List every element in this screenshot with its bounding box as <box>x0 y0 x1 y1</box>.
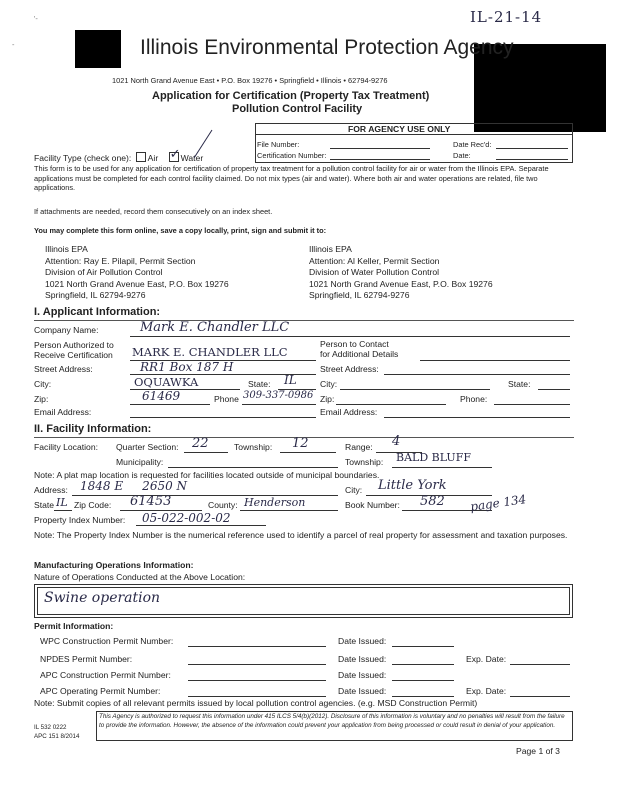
redacted-logo <box>75 30 121 68</box>
apc-oper-exp-label: Exp. Date: <box>466 686 507 696</box>
corner-mark: - <box>12 40 15 49</box>
range-label: Range: <box>345 442 373 452</box>
person-auth-label: Person Authorized to Receive Certification <box>34 340 114 360</box>
air-checkbox[interactable] <box>136 152 146 162</box>
date-field[interactable] <box>496 159 568 160</box>
apc-const-label: APC Construction Permit Number: <box>40 670 171 680</box>
form-codes: IL 532 0222 APC 151 8/2014 <box>34 724 80 740</box>
manufacturing-heading: Manufacturing Operations Information: <box>34 560 194 570</box>
water-checkbox[interactable] <box>169 146 181 162</box>
contact-field[interactable] <box>420 360 570 361</box>
fac-zip-label: Zip Code: <box>74 500 112 510</box>
npdes-issued-field[interactable] <box>392 664 454 665</box>
company-field[interactable] <box>130 336 570 337</box>
city-label: City: <box>34 379 52 389</box>
agency-name: Illinois Environmental Protection Agency <box>140 36 514 59</box>
phone-value: 309-337-0986 <box>243 390 314 401</box>
fac-city-label: City: <box>345 485 363 495</box>
township2-value: BALD BLUFF <box>396 451 471 464</box>
company-label: Company Name: <box>34 325 99 335</box>
apc-oper-issued-label: Date Issued: <box>338 686 387 696</box>
township-value: 12 <box>292 436 309 451</box>
attachments-note: If attachments are needed, record them consecutively on an index sheet. <box>34 207 273 216</box>
location-label: Facility Location: <box>34 442 99 452</box>
cert-number-field[interactable] <box>330 159 430 160</box>
fac-city-value: Little York <box>378 478 447 493</box>
company-value: Mark E. Chandler LLC <box>140 320 290 335</box>
zip2-field[interactable] <box>336 404 446 405</box>
email-field[interactable] <box>130 417 316 418</box>
state-label: State: <box>248 379 271 389</box>
npdes-exp-field[interactable] <box>510 664 570 665</box>
book-label: Book Number: <box>345 500 400 510</box>
npdes-permit-field[interactable] <box>188 664 326 665</box>
agency-use-header: FOR AGENCY USE ONLY <box>348 124 451 134</box>
state2-field[interactable] <box>538 389 570 390</box>
agency-address: 1021 North Grand Avenue East • P.O. Box 19276 • Springfield • Illinois • 62794-9276 <box>112 76 388 85</box>
nature-value: Swine operation <box>44 590 161 606</box>
state-value: IL <box>284 373 297 387</box>
air-label: Air <box>147 153 159 163</box>
npdes-exp-label: Exp. Date: <box>466 654 507 664</box>
fac-state-label: State <box>34 500 55 510</box>
wpc-issued-field[interactable] <box>392 646 454 647</box>
page-number: Page 1 of 3 <box>516 746 560 756</box>
quarter-value: 22 <box>192 436 209 451</box>
submit-instruction: You may complete this form online, save a copy locally, print, sign and submit it to: <box>34 226 327 235</box>
zip-field[interactable] <box>130 404 210 405</box>
fac-state-value: IL <box>56 496 68 509</box>
street2-field[interactable] <box>384 374 570 375</box>
plat-map-note: Note: A plat map location is requested for facilities located outside of municipal boundaries. <box>34 470 380 480</box>
county-value: Henderson <box>244 496 306 509</box>
facility-type-label: Facility Type (check one): <box>34 153 132 163</box>
zip-label: Zip: <box>34 394 49 404</box>
quarter-label: Quarter Section: <box>116 442 179 452</box>
email2-label: Email Address: <box>320 407 378 417</box>
disclaimer-text: This Agency is authorized to request this information under 415 ILCS 5/4(b)(2012). Disclosure of this information is voluntary and no penalties will result from the failure to provide the information. However, the absence of the information could prevent your application from being processed or could result in denial of your application. <box>99 713 565 729</box>
city2-label: City: <box>320 379 338 389</box>
npdes-issued-label: Date Issued: <box>338 654 387 664</box>
page-note: page 134 <box>469 492 528 514</box>
book-value: 582 <box>420 494 445 509</box>
wpc-issued-label: Date Issued: <box>338 636 387 646</box>
cert-number-label: Certification Number: <box>257 151 327 160</box>
person-auth-value: MARK E. CHANDLER LLC <box>132 345 288 359</box>
date-recd-field[interactable] <box>496 148 568 149</box>
county-label: County: <box>208 500 238 510</box>
municipality-field[interactable] <box>168 467 338 468</box>
apc-oper-label: APC Operating Permit Number: <box>40 686 161 696</box>
form-title: Application for Certification (Property Tax Treatment) <box>152 90 430 102</box>
phone2-label: Phone: <box>460 394 488 404</box>
apc-oper-field[interactable] <box>188 696 326 697</box>
form-subtitle: Pollution Control Facility <box>232 103 363 115</box>
email2-field[interactable] <box>384 417 570 418</box>
address-label: Address: <box>34 485 68 495</box>
zip2-label: Zip: <box>320 394 335 404</box>
township-field[interactable] <box>280 452 336 453</box>
apc-oper-issued-field[interactable] <box>392 696 454 697</box>
fac-state-field[interactable] <box>54 510 72 511</box>
pin-field[interactable] <box>136 525 266 526</box>
air-address-block: Illinois EPA Attention: Ray E. Pilapil, Permit Section Division of Air Pollution Control 1021 North Grand Avenue East, P.O. Box 19276 Springfield, IL 62794-9276 <box>45 244 229 300</box>
range-value: 4 <box>392 434 401 449</box>
water-label: Water <box>180 153 204 163</box>
check-stroke-icon <box>192 128 214 162</box>
state2-label: State: <box>508 379 531 389</box>
township2-label: Township: <box>345 457 384 467</box>
npdes-permit-label: NPDES Permit Number: <box>40 654 133 664</box>
phone-field[interactable] <box>242 404 316 405</box>
date-label: Date: <box>453 151 471 160</box>
pin-note: Note: The Property Index Number is the numerical reference used to identify a parcel of real property for assessment and taxation purposes. <box>34 530 568 540</box>
phone2-field[interactable] <box>494 404 570 405</box>
file-number-label: File Number: <box>257 140 300 149</box>
phone-label: Phone <box>214 394 239 404</box>
applicant-heading: I. Applicant Information: <box>34 306 161 318</box>
doc-reference: IL-21-14 <box>470 8 543 26</box>
contact-label: Person to Contact for Additional Details <box>320 339 399 359</box>
email-label: Email Address: <box>34 407 92 417</box>
date-recd-label: Date Rec'd: <box>453 140 492 149</box>
address-value: 1848 E 2650 N <box>80 479 188 493</box>
nature-label: Nature of Operations Conducted at the Above Location: <box>34 572 246 582</box>
zip-value: 61469 <box>142 389 181 403</box>
pin-value: 05-022-002-02 <box>142 511 231 525</box>
street-value: RR1 Box 187 H <box>140 360 234 374</box>
apc-oper-exp-field[interactable] <box>510 696 570 697</box>
water-address-block: Illinois EPA Attention: Al Keller, Permit Section Division of Water Pollution Control 1021 North Grand Avenue East, P.O. Box 19276 Springfield, IL 62794-9276 <box>309 244 493 300</box>
township2-field[interactable] <box>392 467 492 468</box>
facility-type-row <box>34 146 204 163</box>
municipality-label: Municipality: <box>116 457 164 467</box>
fac-zip-value: 61453 <box>130 494 172 509</box>
street-label: Street Address: <box>34 364 93 374</box>
permit-note: Note: Submit copies of all relevant permits issued by local pollution control agencies. (e.g. MSD Construction Permit) <box>34 698 478 708</box>
facility-heading: II. Facility Information: <box>34 423 152 435</box>
city2-field[interactable] <box>340 389 490 390</box>
street2-label: Street Address: <box>320 364 379 374</box>
apc-const-issued-field[interactable] <box>392 680 454 681</box>
township-label: Township: <box>234 442 273 452</box>
file-number-field[interactable] <box>330 148 430 149</box>
check-mark-icon: ✓ <box>169 146 181 161</box>
apc-const-issued-label: Date Issued: <box>338 670 387 680</box>
pin-label: Property Index Number: <box>34 515 126 525</box>
intro-paragraph: This form is to be used for any application for certification of property tax treatment for a pollution control facility for air or water from the Illinois EPA. Separate applications must be completed for each control facility claimed. Do not mix types (air and water). Where both air and water operations are related, file two applications. <box>34 164 549 192</box>
county-field[interactable] <box>240 510 338 511</box>
quarter-field[interactable] <box>184 452 228 453</box>
permit-heading: Permit Information: <box>34 621 114 631</box>
wpc-permit-label: WPC Construction Permit Number: <box>40 636 174 646</box>
corner-mark: '- <box>34 14 38 23</box>
wpc-permit-field[interactable] <box>188 646 326 647</box>
apc-const-field[interactable] <box>188 680 326 681</box>
city-value: OQUAWKA <box>134 375 199 389</box>
